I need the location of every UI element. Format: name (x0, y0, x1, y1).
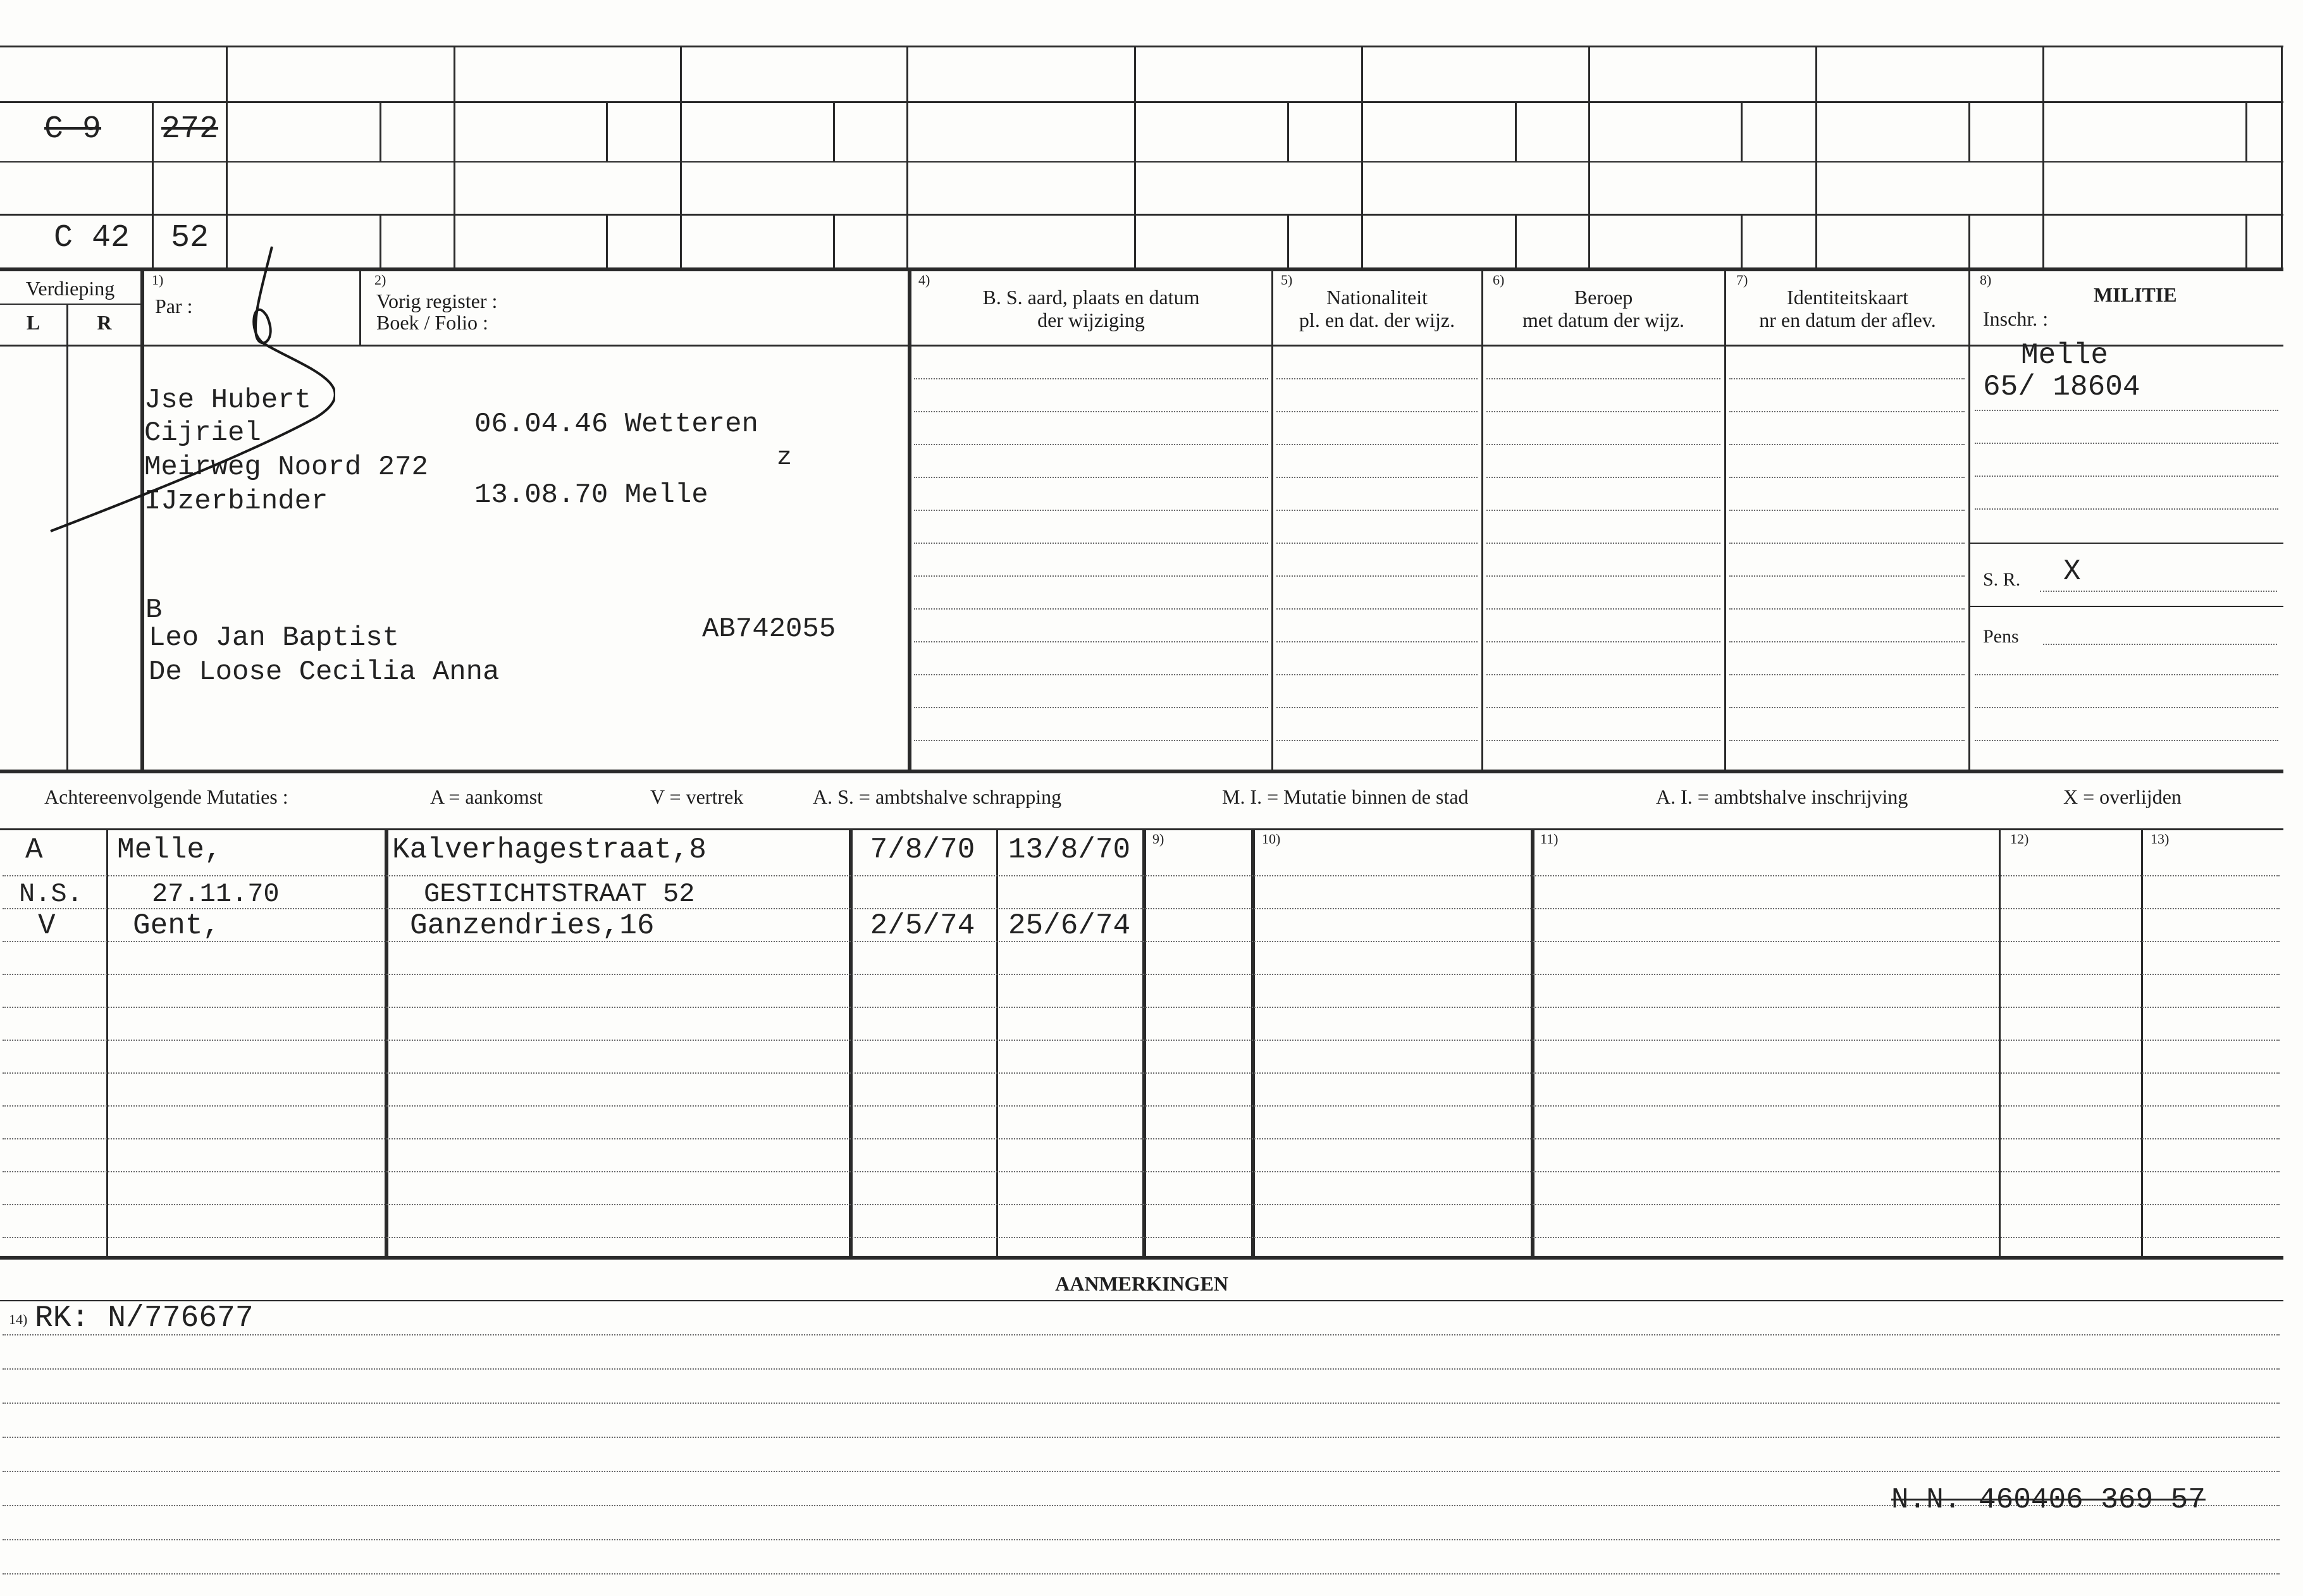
person-father: Leo Jan Baptist (149, 622, 400, 654)
row-line (1975, 443, 2278, 444)
old-register-code: C 9 (44, 111, 102, 147)
person-marriage: 13.08.70 Melle (474, 479, 708, 511)
person-b-label: B (145, 594, 163, 626)
row-line (3, 1471, 2280, 1472)
row-line (1729, 444, 1965, 445)
mutation-street: Ganzendries,16 (410, 909, 655, 942)
row-line (1276, 707, 1478, 708)
row-line (1486, 641, 1720, 642)
grid-line (0, 267, 2283, 271)
nn-number: N.N. 460406 369 57 (1891, 1483, 2206, 1516)
row-line (1729, 740, 1965, 741)
row-line (1276, 608, 1478, 610)
grid-line (1968, 606, 2283, 607)
sr-value: X (2063, 555, 2081, 588)
remarks-title: AANMERKINGEN (1055, 1272, 1228, 1295)
column-divider (1481, 269, 1483, 771)
row-line (3, 1040, 2280, 1041)
column-divider (385, 828, 388, 1257)
person-address: Meirweg Noord 272 (144, 451, 428, 483)
beroep-header-line1: Beroep (1574, 286, 1633, 309)
row-line (1276, 510, 1478, 511)
row-line (914, 411, 1268, 412)
row-line (1729, 477, 1965, 478)
column-divider (996, 828, 998, 1257)
row-line (914, 707, 1268, 708)
grid-vline (606, 214, 608, 269)
row-line (3, 1105, 2280, 1107)
header-bottom-line (0, 345, 2283, 347)
row-line (1486, 674, 1720, 675)
grid-vline (1968, 101, 1970, 161)
row-line (1276, 674, 1478, 675)
row-line (1276, 411, 1478, 412)
grid-vline (380, 101, 381, 161)
grid-vline (2245, 101, 2247, 161)
mutation-place: Melle, (117, 833, 222, 866)
person-mother: De Loose Cecilia Anna (149, 656, 500, 688)
row-line (3, 974, 2280, 975)
column-divider (1271, 269, 1273, 771)
legend-title: Achtereenvolgende Mutaties : (44, 785, 288, 808)
row-line (1975, 508, 2278, 510)
boek-folio-label: Boek / Folio : (376, 311, 488, 334)
mutation-type: N.S. (19, 879, 83, 909)
grid-line (0, 161, 2283, 163)
row-line (914, 674, 1268, 675)
row-line (1729, 575, 1965, 577)
legend-ambtshalve-inschrijving: A. I. = ambtshalve inschrijving (1656, 785, 1908, 808)
grid-vline (1287, 101, 1289, 161)
legend-mutatie-binnen-stad: M. I. = Mutatie binnen de stad (1222, 785, 1469, 808)
handwritten-mark (38, 234, 335, 537)
grid-vline (2042, 46, 2044, 269)
register-number: 52 (171, 220, 209, 256)
grid-vline (1134, 46, 1136, 269)
militie-label: MILITIE (2094, 283, 2177, 306)
grid-vline (1361, 46, 1363, 269)
nationaliteit-header-line2: pl. en dat. der wijz. (1299, 309, 1455, 331)
row-line (1975, 740, 2278, 741)
note-8: 8) (1980, 272, 1992, 288)
note-2: 2) (374, 272, 386, 288)
column-divider (1531, 828, 1534, 1257)
vorig-register-label: Vorig register : (376, 290, 498, 312)
mutation-date1: 7/8/70 (870, 833, 975, 866)
row-line (1486, 608, 1720, 610)
row-line (1486, 477, 1720, 478)
row-line (914, 740, 1268, 741)
row-line (3, 1007, 2280, 1008)
grid-vline (906, 46, 908, 269)
row-line (914, 477, 1268, 478)
mutation-date2: 13/8/70 (1008, 833, 1131, 866)
row-line (1276, 543, 1478, 544)
grid-vline (680, 46, 682, 269)
row-line (1486, 740, 1720, 741)
row-line (1975, 476, 2278, 477)
note-13: 13) (2151, 831, 2170, 847)
inschr-label: Inschr. : (1983, 307, 2049, 330)
note-9: 9) (1152, 831, 1164, 847)
note-5: 5) (1281, 272, 1293, 288)
grid-vline (1741, 214, 1743, 269)
row-line (1975, 410, 2278, 411)
note-7: 7) (1736, 272, 1748, 288)
legend-aankomst: A = aankomst (430, 785, 543, 808)
old-register-number: 272 (161, 111, 219, 147)
identiteitskaart-header-line2: nr en datum der aflev. (1759, 309, 1936, 331)
mutation-street: GESTICHTSTRAAT 52 (424, 879, 695, 909)
row-line (1729, 411, 1965, 412)
row-line (3, 1539, 2280, 1540)
verdieping-r-label: R (97, 311, 112, 334)
row-line (914, 378, 1268, 379)
note-4: 4) (918, 272, 930, 288)
row-line (2040, 591, 2277, 592)
row-line (1276, 641, 1478, 642)
militie-place: Melle (2021, 339, 2109, 372)
column-divider (1724, 269, 1726, 771)
grid-vline (606, 101, 608, 161)
mutation-type: V (38, 909, 56, 942)
column-divider (359, 269, 361, 345)
row-line (1975, 707, 2278, 708)
nationaliteit-header-line1: Nationaliteit (1326, 286, 1428, 309)
row-line (1276, 477, 1478, 478)
row-line (1975, 674, 2278, 675)
legend-overlijden: X = overlijden (2063, 785, 2182, 808)
row-line (1486, 543, 1720, 544)
grid-vline (1588, 46, 1590, 269)
person-id-card: AB742055 (702, 613, 836, 645)
row-line (914, 444, 1268, 445)
column-divider (1999, 828, 2001, 1257)
beroep-header-line2: met datum der wijz. (1522, 309, 1684, 331)
person-birth: 06.04.46 Wetteren (474, 408, 758, 440)
row-line (1729, 510, 1965, 511)
mutation-place: 27.11.70 (152, 879, 280, 909)
row-line (3, 1437, 2280, 1438)
row-line (1276, 378, 1478, 379)
register-code: C 42 (54, 220, 130, 256)
pens-label: Pens (1983, 626, 2019, 647)
grid-vline (1741, 101, 1743, 161)
mutation-type: A (25, 833, 43, 866)
grid-vline (2245, 214, 2247, 269)
row-line (3, 941, 2280, 942)
row-line (914, 608, 1268, 610)
bs-header-line1: B. S. aard, plaats en datum (982, 286, 1200, 309)
row-line (1729, 707, 1965, 708)
row-line (1729, 378, 1965, 379)
row-line (3, 1403, 2280, 1404)
mutation-date1: 2/5/74 (870, 909, 975, 942)
row-line (1276, 740, 1478, 741)
verdieping-label: Verdieping (25, 277, 115, 300)
person-mark-z: z (777, 444, 793, 472)
row-line (3, 1368, 2280, 1370)
row-line (914, 510, 1268, 511)
row-line (1486, 510, 1720, 511)
person-occupation: IJzerbinder (144, 486, 328, 517)
row-line (3, 1573, 2280, 1575)
row-line (1486, 378, 1720, 379)
note-1: 1) (152, 272, 164, 288)
row-line (3, 1072, 2280, 1074)
person-civil-state: Cijriel (144, 417, 261, 449)
column-divider (106, 828, 108, 1257)
mutations-bottom-line (0, 1256, 2283, 1260)
grid-vline (2281, 46, 2283, 269)
column-divider (1142, 828, 1146, 1257)
row-line (3, 1204, 2280, 1205)
mutation-street: Kalverhagestraat,8 (392, 833, 707, 866)
grid-line (0, 1300, 2283, 1301)
row-line (3, 875, 2280, 876)
row-line (914, 575, 1268, 577)
par-label: Par : (155, 295, 193, 317)
row-line (914, 641, 1268, 642)
row-line (1276, 575, 1478, 577)
row-line (3, 908, 2280, 909)
grid-vline (833, 214, 835, 269)
column-divider (908, 269, 911, 771)
grid-line (0, 101, 2283, 103)
sr-label: S. R. (1983, 569, 2021, 590)
mutation-place: Gent, (133, 909, 221, 942)
grid-vline (380, 214, 381, 269)
section-divider (0, 770, 2283, 773)
note-10: 10) (1262, 831, 1281, 847)
row-line (1729, 608, 1965, 610)
column-divider (2141, 828, 2143, 1257)
grid-vline (1815, 46, 1817, 269)
row-line (3, 1334, 2280, 1335)
grid-vline (1287, 214, 1289, 269)
row-line (1729, 641, 1965, 642)
row-line (3, 1237, 2280, 1238)
column-divider (1251, 828, 1255, 1257)
mutations-top-line (0, 828, 2283, 830)
row-line (3, 1138, 2280, 1139)
legend-ambtshalve-schrapping: A. S. = ambtshalve schrapping (813, 785, 1062, 808)
row-line (3, 1171, 2280, 1172)
grid-vline (1515, 101, 1517, 161)
row-line (1486, 411, 1720, 412)
bs-header-line2: der wijziging (1037, 309, 1145, 331)
note-14: 14) (9, 1311, 28, 1327)
row-line (1729, 674, 1965, 675)
grid-vline (833, 101, 835, 161)
row-line (1729, 543, 1965, 544)
column-divider (1968, 269, 1970, 771)
column-divider (849, 828, 853, 1257)
grid-vline (1515, 214, 1517, 269)
remarks-rk: RK: N/776677 (35, 1301, 254, 1335)
row-line (914, 543, 1268, 544)
row-line (2043, 644, 2277, 645)
top-border (0, 46, 2283, 47)
grid-line (0, 214, 2283, 216)
person-name: Jse Hubert (144, 384, 312, 416)
grid-vline (1968, 214, 1970, 269)
grid-line (1968, 543, 2283, 544)
note-11: 11) (1540, 831, 1559, 847)
row-line (1486, 707, 1720, 708)
mutation-date2: 25/6/74 (1008, 909, 1131, 942)
row-line (1276, 444, 1478, 445)
row-line (1486, 575, 1720, 577)
legend-vertrek: V = vertrek (650, 785, 744, 808)
militie-number: 65/ 18604 (1983, 371, 2140, 403)
grid-vline (454, 46, 455, 269)
note-6: 6) (1493, 272, 1505, 288)
identiteitskaart-header-line1: Identiteitskaart (1787, 286, 1908, 309)
row-line (1486, 444, 1720, 445)
verdieping-l-label: L (26, 311, 40, 334)
note-12: 12) (2010, 831, 2029, 847)
